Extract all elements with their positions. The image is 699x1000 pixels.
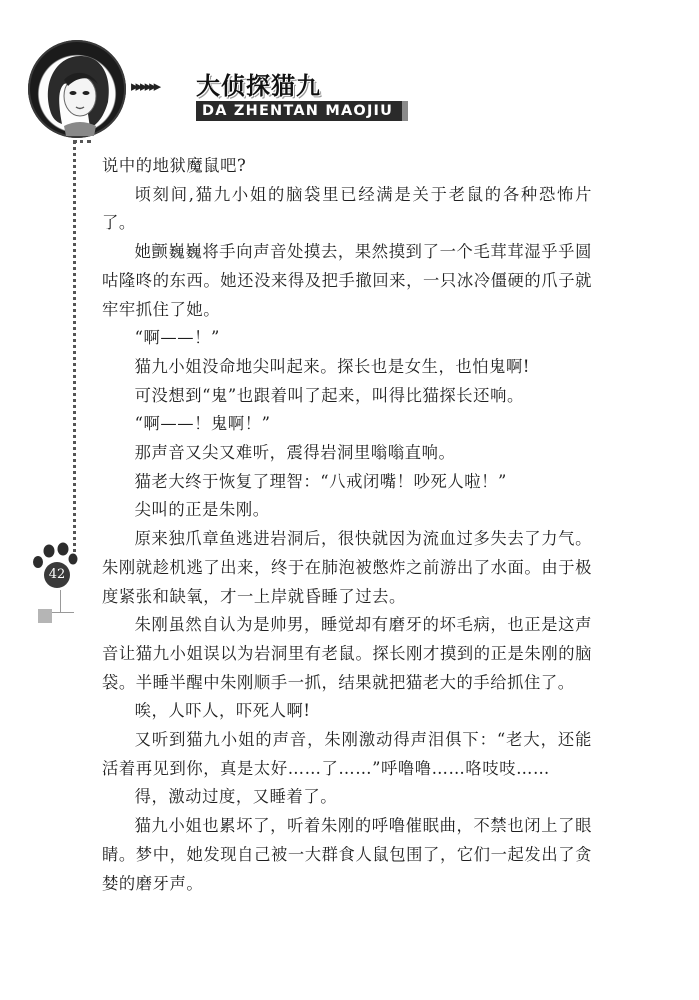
page-number: 42 — [44, 562, 70, 588]
paragraph: 说中的地狱魔鼠吧? — [102, 156, 247, 175]
series-subtitle: DA ZHENTAN MAOJIU — [196, 101, 408, 121]
series-title: 大侦探猫九 — [196, 72, 321, 100]
paragraph: 那声音又尖又难听，震得岩洞里嗡嗡直响。 — [134, 443, 456, 463]
paragraph: 得，激动过度，又睡着了。 — [134, 787, 338, 807]
margin-dotted-rule — [73, 140, 76, 560]
paragraph: 又听到猫九小姐的声音，朱刚激动得声泪俱下：“老大，还能活着再见到你，真是太好……了……”呼噜噜……咯吱吱…… — [102, 730, 592, 778]
paragraph: 原来独爪章鱼逃进岩洞后，很快就因为流血过多失去了力气。朱刚就趁机逃了出来，终于在肺泡被憋炸之前游出了水面。由于极度紧张和缺氧，才一上岸就昏睡了过去。 — [102, 529, 592, 606]
paragraph: 顷刻间,猫九小姐的脑袋里已经满是关于老鼠的各种恐怖片了。 — [102, 184, 592, 233]
corner-divider-vertical — [60, 590, 61, 612]
header-arrows: ▸▸▸▸▸▸ — [131, 77, 159, 95]
paragraph: 可没想到“鬼”也跟着叫了起来，叫得比猫探长还响。 — [134, 385, 524, 405]
paragraph: 猫九小姐没命地尖叫起来。探长也是女生，也怕鬼啊! — [134, 356, 531, 376]
girl-portrait-icon — [28, 40, 126, 138]
paragraph: 猫老大终于恢复了理智：“八戒闭嘴！吵死人啦！” — [134, 471, 507, 491]
paragraph: “啊——！鬼啊！” — [134, 414, 271, 434]
paragraph: 尖叫的正是朱刚。 — [134, 500, 270, 520]
paragraph: 猫九小姐也累坏了，听着朱刚的呼噜催眠曲，不禁也闭上了眼睛。梦中，她发现自己被一大群食人鼠包围了，它们一起发出了贪婪的磨牙声。 — [102, 816, 592, 893]
corner-square-mark — [38, 609, 52, 623]
paragraph: 朱刚虽然自认为是帅男，睡觉却有磨牙的坏毛病，也正是这声音让猫九小姐误以为岩洞里有老鼠。探长刚才摸到的正是朱刚的脑袋。半睡半醒中朱刚顺手一抓，结果就把猫老大的手给抓住了。 — [102, 615, 592, 692]
paragraph: 她颤巍巍将手向声音处摸去，果然摸到了一个毛茸茸湿乎乎圆咕隆咚的东西。她还没来得及把手撤回来，一只冰冷僵硬的爪子就牢牢抓住了她。 — [102, 242, 592, 319]
paragraph: “啊——！” — [134, 328, 220, 348]
body-text — [102, 152, 592, 898]
paragraph: 唉，人吓人，吓死人啊! — [134, 701, 311, 721]
